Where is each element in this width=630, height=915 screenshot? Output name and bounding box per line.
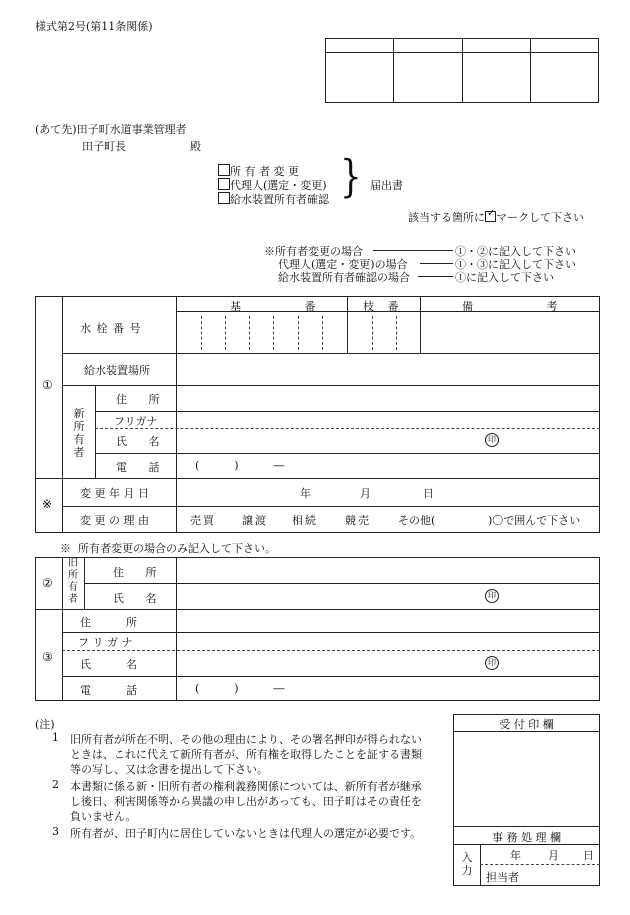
receipt-stamp-area[interactable] xyxy=(454,732,599,825)
input-label: 入力 xyxy=(461,851,473,877)
new-owner-name-input[interactable] xyxy=(177,429,477,452)
input-day: 日 xyxy=(583,849,594,862)
agent-address-input[interactable] xyxy=(177,610,599,632)
processing-label: 事 務 処 理 欄 xyxy=(492,831,561,844)
checkbox-icon[interactable] xyxy=(218,192,230,204)
reason-option-sale[interactable]: 売買 xyxy=(190,514,216,527)
option-label: 給水装置所有者確認 xyxy=(230,193,329,206)
change-section-marker: ※ xyxy=(42,497,53,511)
agent-address-label: 住 所 xyxy=(80,616,137,629)
agent-name-label: 氏 名 xyxy=(80,658,137,671)
instruction-label-1: ※所有者変更の場合 xyxy=(264,245,363,258)
addressee-line2: 田子町長 xyxy=(82,140,126,153)
brace-icon: } xyxy=(340,151,362,204)
addressee-honorific: 殿 xyxy=(190,140,201,153)
note-line: 負いません。 xyxy=(70,810,137,823)
receipt-stamp-label: 受 付 印 欄 xyxy=(499,718,554,731)
instruction-target-1: ①・②に記入して下さい xyxy=(455,245,576,258)
instruction-target-2: ①・③に記入して下さい xyxy=(455,258,576,271)
approval-cell[interactable] xyxy=(326,53,394,103)
checkbox-icon[interactable] xyxy=(218,178,230,190)
location-label: 給水装置場所 xyxy=(84,364,150,377)
new-owner-furigana-label: フリガナ xyxy=(114,415,158,428)
reason-instruction: )〇で囲んで下さい xyxy=(488,514,581,527)
new-owner-phone-input[interactable] xyxy=(177,454,599,477)
change-reason-label: 変 更 の 理 由 xyxy=(80,514,149,527)
approval-cell[interactable] xyxy=(462,53,530,103)
reason-option-other[interactable]: その他( xyxy=(398,514,436,527)
reason-option-inheritance[interactable]: 相続 xyxy=(292,514,318,527)
note-line: 本書類に係る新・旧所有者の権利義務関係については、新所有者が継承 xyxy=(70,780,422,793)
change-date-month: 月 xyxy=(360,487,371,500)
reason-option-transfer[interactable]: 譲渡 xyxy=(242,514,268,527)
change-date-input[interactable] xyxy=(177,479,599,505)
new-owner-name-label: 氏 名 xyxy=(116,435,160,448)
remarks-input[interactable] xyxy=(421,312,599,352)
change-note: ※ 所有者変更の場合のみ記入して下さい。 xyxy=(60,542,276,555)
note-line: 等の写し、又は念書を提出して下さい。 xyxy=(70,763,268,776)
notification-type-option[interactable] xyxy=(218,191,329,207)
agent-phone-input[interactable] xyxy=(177,677,599,700)
col-header-remarks: 備 考 xyxy=(462,300,558,313)
instruction-target-3: ①に記入して下さい xyxy=(455,271,554,284)
new-owner-address-label: 住 所 xyxy=(116,393,160,406)
note-line: 所有者が、田子町内に居住していないときは代理人の選定が必要です。 xyxy=(70,827,422,840)
option-label: 代理人(選定・変更) xyxy=(230,179,327,192)
approval-cell[interactable] xyxy=(394,53,462,103)
col-header-branch: 枝 番 xyxy=(363,300,399,313)
notification-suffix: 届出書 xyxy=(370,179,403,192)
new-owner-furigana-input[interactable] xyxy=(177,412,599,428)
note-number: 2 xyxy=(52,778,59,791)
change-date-day: 日 xyxy=(423,487,434,500)
approval-grid xyxy=(325,38,599,103)
agent-phone-format: ( ) ― xyxy=(195,682,285,695)
agent-furigana-label: フ リ ガ ナ xyxy=(78,636,133,649)
seal-icon: 印 xyxy=(485,656,499,670)
note-line: 旧所有者が所在不明、その他の理由により、その署名押印が得られない xyxy=(70,733,422,746)
instruction-label-3: 給水装置所有者確認の場合 xyxy=(278,271,410,284)
instruction-label-2: 代理人(選定・変更)の場合 xyxy=(278,258,408,271)
tap-number-input[interactable] xyxy=(177,312,347,352)
check-instruction-after: マークして下さい xyxy=(496,211,584,224)
new-owner-label: 新所有者 xyxy=(73,407,85,459)
note-line: ときは、これに代えて新所有者が、所有権を取得したことを証する書類 xyxy=(70,748,422,761)
input-month: 月 xyxy=(548,849,559,862)
new-owner-phone-format: ( ) ― xyxy=(195,459,285,472)
new-owner-phone-label: 電 話 xyxy=(116,461,160,474)
input-year: 年 xyxy=(510,849,521,862)
old-owner-address-label: 住 所 xyxy=(113,566,157,579)
reason-option-auction[interactable]: 競売 xyxy=(345,514,371,527)
section3-marker: ③ xyxy=(42,650,53,664)
option-label: 所 有 者 変 更 xyxy=(230,165,299,178)
agent-furigana-input[interactable] xyxy=(177,633,599,649)
location-input[interactable] xyxy=(177,354,599,385)
checkmark-box-icon: ✓ xyxy=(485,211,496,222)
checkbox-icon[interactable] xyxy=(218,164,230,176)
seal-icon: 印 xyxy=(485,433,499,447)
old-owner-address-input[interactable] xyxy=(177,558,599,582)
old-owner-name-label: 氏 名 xyxy=(113,592,157,605)
change-date-year: 年 xyxy=(300,487,311,500)
branch-number-input[interactable] xyxy=(348,312,420,352)
section1-marker: ① xyxy=(42,378,53,392)
note-line: し後日、利害関係等から異議の申し出があっても、田子町はその責任を xyxy=(70,795,422,808)
old-owner-label: 旧所有者 xyxy=(68,558,78,605)
agent-name-input[interactable] xyxy=(177,651,477,675)
approval-cell[interactable] xyxy=(530,53,598,103)
old-owner-name-input[interactable] xyxy=(177,584,477,608)
check-instruction xyxy=(408,209,584,225)
new-owner-address-input[interactable] xyxy=(177,386,599,410)
tap-number-label: 水 栓 番 号 xyxy=(80,322,142,335)
person-in-charge-label: 担当者 xyxy=(486,871,519,884)
change-date-label: 変 更 年 月 日 xyxy=(80,487,149,500)
notes-heading: (注) xyxy=(35,718,55,731)
seal-icon: 印 xyxy=(485,589,499,603)
col-header-main: 基 番 xyxy=(230,300,316,313)
addressee-line1: (あて先)田子町水道事業管理者 xyxy=(35,123,187,136)
note-number: 3 xyxy=(52,825,59,838)
form-number: 様式第2号(第11条関係) xyxy=(35,20,153,33)
agent-phone-label: 電 話 xyxy=(80,684,137,697)
section2-marker: ② xyxy=(42,576,53,590)
note-number: 1 xyxy=(52,731,59,744)
check-instruction-before: 該当する箇所に xyxy=(408,211,485,224)
